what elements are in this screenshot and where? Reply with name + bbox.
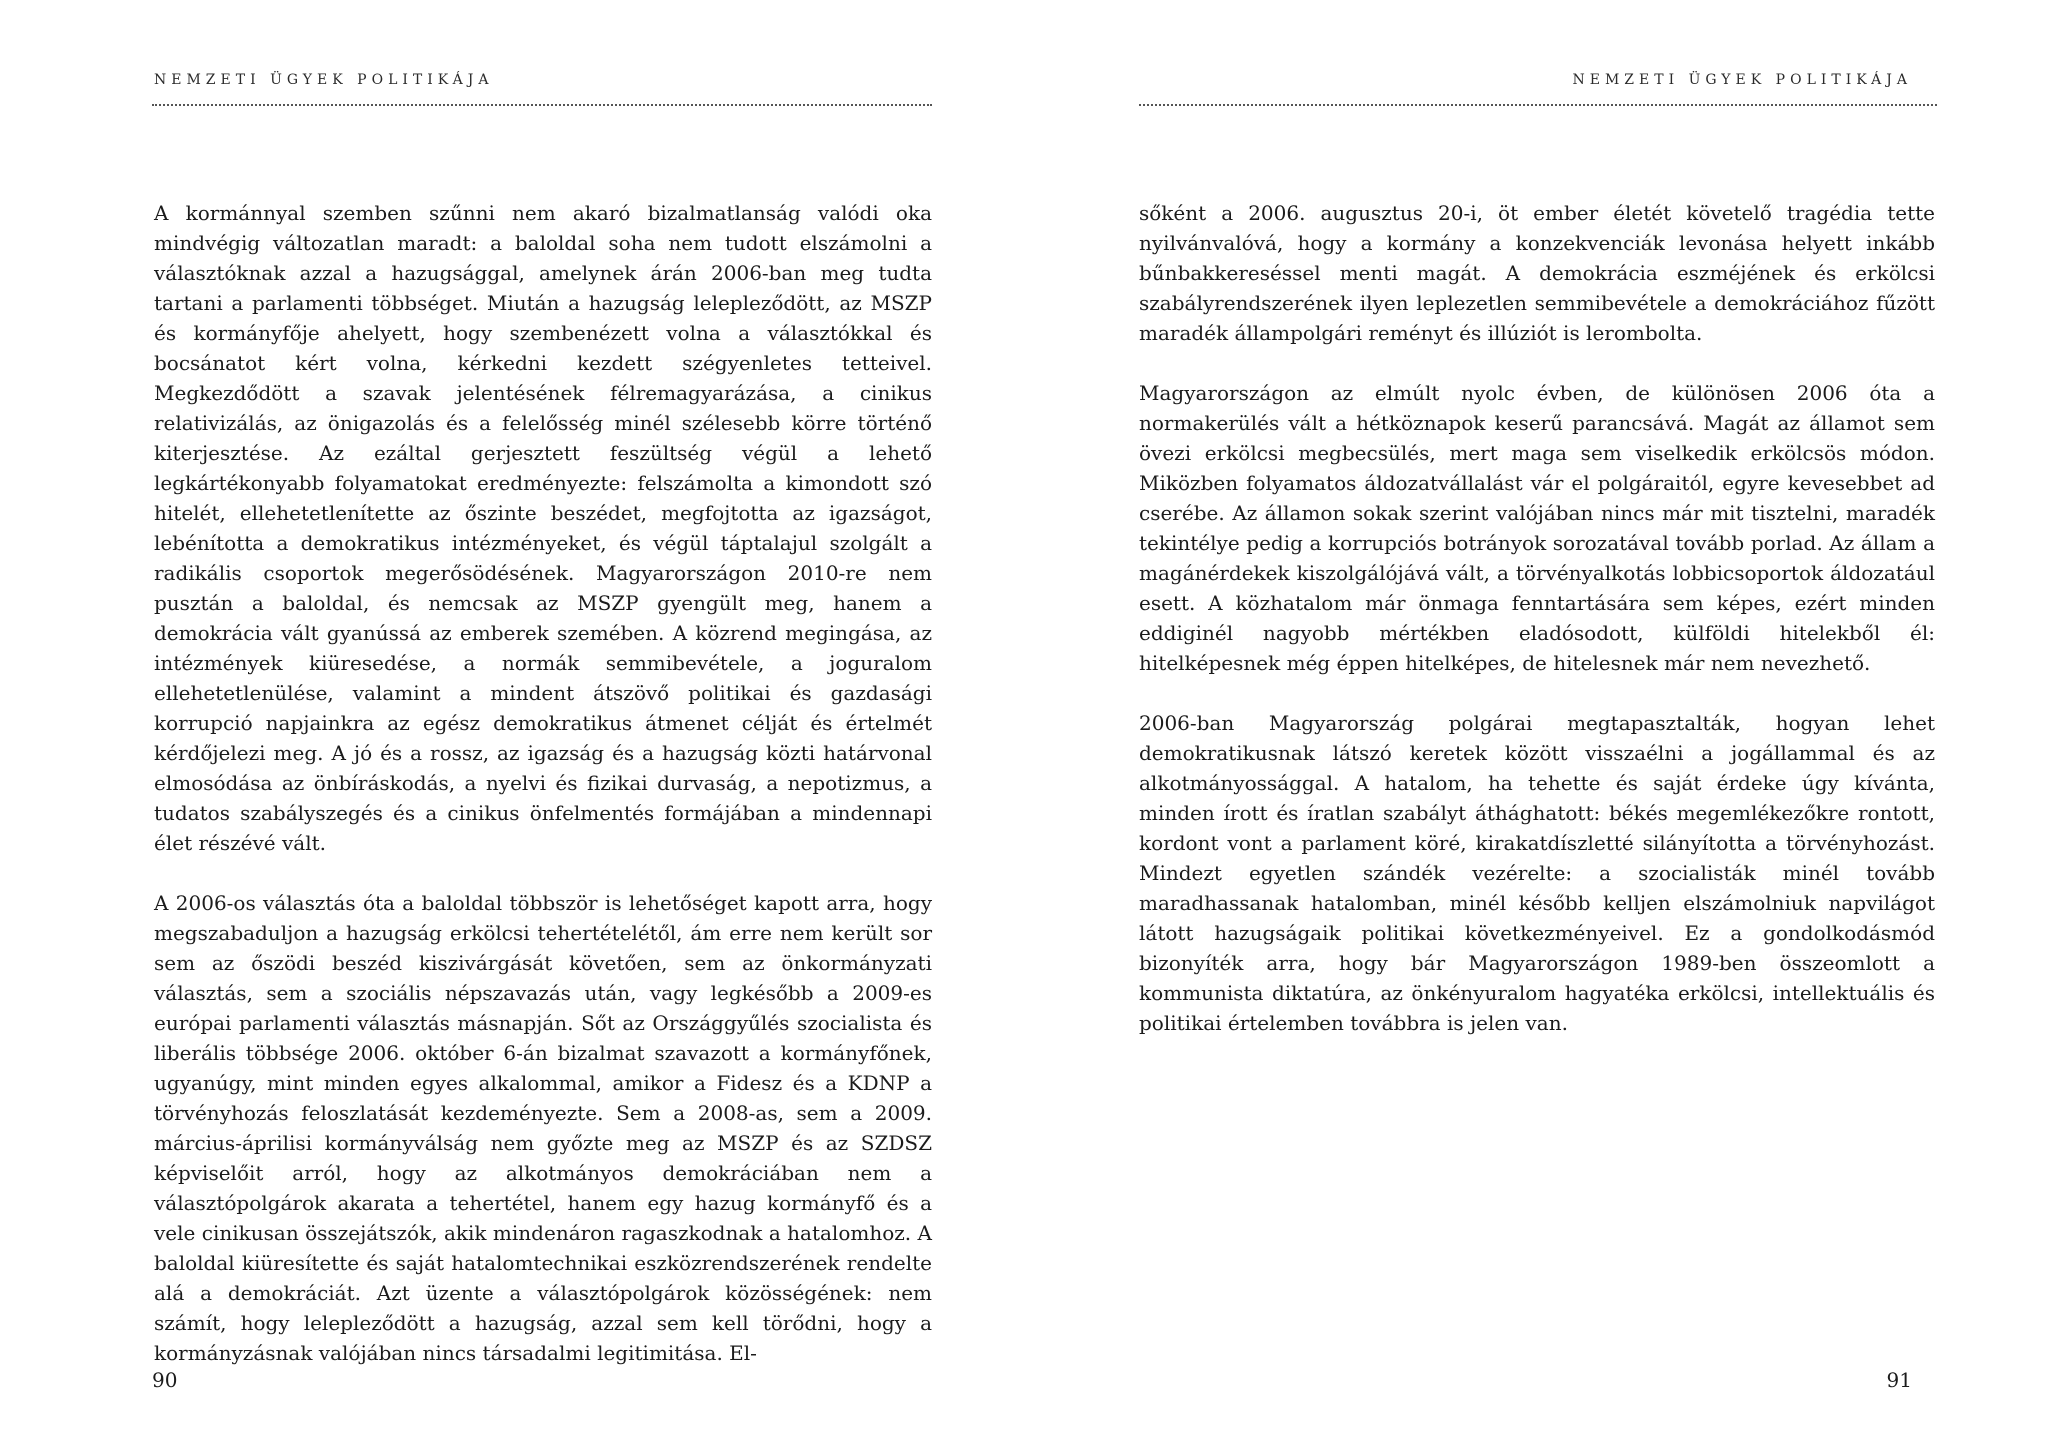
header-rule [152,104,932,106]
paragraph: 2006-ban Magyarország polgárai megtapasztalták, hogyan lehet demokratikusnak látszó keretek között visszaélni a jogállammal és az alkotmányossággal. A hatalom, ha tehette és saját érdeke úgy kívánta, minden írott és íratlan szabályt áthághatott: békés megemlékezőkre rontott, kordont vont a parlament köré, kirakatdíszletté silányította a törvényhozást. Mindezt egyetlen szándék vezérelte: a szocialisták minél tovább maradhassanak hatalomban, minél később kelljen elszámolniuk napvilágot látott hazugságaik politikai következményeivel. Ez a gondolkodásmód bizonyíték arra, hogy bár Magyarországon 1989-ben összeomlott a kommunista diktatúra, az önkényuralom hagyatéka erkölcsi, intellektuális és politikai értelemben továbbra is jelen van. [1139,711,1935,1035]
page-number: 91 [1886,1368,1912,1392]
paragraph: A 2006-os választás óta a baloldal többször is lehetőséget kapott arra, hogy megszabaduljon a hazugság erkölcsi tehertételétől, ám erre nem került sor sem az őszödi beszéd kiszivárgását követően, sem az önkormányzati választás, sem a szociális népszavazás után, vagy legkésőbb a 2009-es európai parlamenti választás másnapján. Sőt az Országgyűlés szocialista és liberális többsége 2006. október 6-án bizalmat szavazott a kormányfőnek, ugyanúgy, mint minden egyes alkalommal, amikor a Fidesz és a KDNP a törvényhozás feloszlatását kezdeményezte. Sem a 2008-as, sem a 2009. március-áprilisi kormányválság nem győzte meg az MSZP és az SZDSZ képviselőit arról, hogy az alkotmányos demokráciában nem a választópolgárok akarata a tehertétel, hanem egy hazug kormányfő és a vele cinikusan összejátszók, akik mindenáron ragaszkodnak a hatalomhoz. A baloldal kiüresítette és saját hatalomtechnikai eszközrendszerének rendelte alá a demokráciát. Azt üzente a választópolgárok közösségének: nem számít, hogy lelepleződött a hazugság, azzal sem kell törődni, hogy a kormányzásnak valójában nincs társadalmi legitimitása. El- [154,891,932,1365]
page-number: 90 [152,1368,178,1392]
right-page [1024,0,2048,1454]
body-text [154,198,932,1368]
paragraph: A kormánnyal szemben szűnni nem akaró bizalmatlanság valódi oka mindvégig változatlan maradt: a baloldal soha nem tudott elszámolni a választóknak azzal a hazugsággal, amelynek árán 2006-ban meg tudta tartani a parlamenti többséget. Miután a hazugság lelepleződött, az MSZP és kormányfője ahelyett, hogy szembenézett volna a választókkal és bocsánatot kért volna, kérkedni kezdett szégyenletes tetteivel. Megkezdődött a szavak jelentésének félremagyarázása, a cinikus relativizálás, az önigazolás és a felelősség minél szélesebb körre történő kiterjesztése. Az ezáltal gerjesztett feszültség végül a lehető legkártékonyabb folyamatokat eredményezte: felszámolta a kimondott szó hitelét, ellehetetlenítette az őszinte beszédet, megfojtotta az igazságot, lebénította a demokratikus intézményeket, és végül táptalajul szolgált a radikális csoportok megerősödésének. Magyarországon 2010-re nem pusztán a baloldal, és nemcsak az MSZP gyengült meg, hanem a demokrácia vált gyanússá az emberek szemében. A közrend megingása, az intézmények kiüresedése, a normák semmibevétele, a joguralom ellehetetlenülése, valamint a mindent átszövő politikai és gazdasági korrupció napjainkra az egész demokratikus átmenet célját és értelmét kérdőjelezi meg. A jó és a rossz, az igazság és a hazugság közti határvonal elmosódása az önbíráskodás, a nyelvi és fizikai durvaság, a nepotizmus, a tudatos szabályszegés és a cinikus önfelmentés formájában a mindennapi élet részévé vált. [154,201,932,855]
header-rule [1139,104,1937,106]
paragraph: sőként a 2006. augusztus 20-i, öt ember életét követelő tragédia tette nyilvánvalóvá, hogy a kormány a konzekvenciák levonása helyett inkább bűnbakkereséssel menti magát. A demokrácia eszméjének és erkölcsi szabályrendszerének ilyen leplezetlen semmibevétele a demokráciához fűzött maradék állampolgári reményt és illúziót is lerombolta. [1139,201,1935,345]
paragraph: Magyarországon az elmúlt nyolc évben, de különösen 2006 óta a normakerülés vált a hétköznapok keserű parancsává. Magát az államot sem övezi erkölcsi megbecsülés, mert maga sem viselkedik erkölcsös módon. Miközben folyamatos áldozatvállalást vár el polgáraitól, egyre kevesebbet ad cserébe. Az államon sokak szerint valójában nincs már mit tisztelni, maradék tekintélye pedig a korrupciós botrányok sorozatával tovább porlad. Az állam a magánérdekek kiszolgálójává vált, a törvényalkotás lobbicsoportok áldozatául esett. A közhatalom már önmaga fenntartására sem képes, ezért minden eddiginél nagyobb mértékben eladósodott, külföldi hitelekből él: hitelképesnek még éppen hitelképes, de hitelesnek már nem nevezhető. [1139,381,1935,675]
body-text [1139,198,1935,1038]
running-head: NEMZETI ÜGYEK POLITIKÁJA [154,72,494,88]
running-head: NEMZETI ÜGYEK POLITIKÁJA [1572,72,1912,88]
